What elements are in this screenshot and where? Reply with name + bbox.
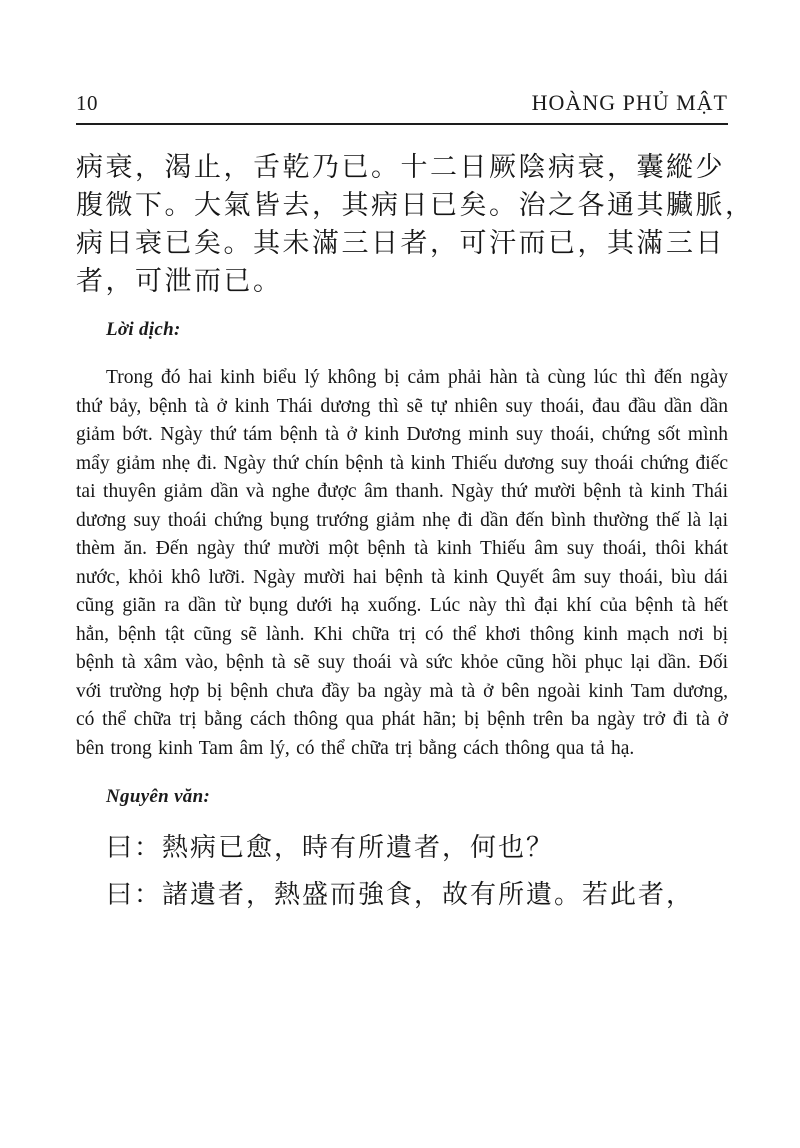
source-text-line: 曰：諸遺者，熱盛而強食，故有所遺。若此者， <box>106 880 695 909</box>
page-number: 10 <box>76 91 98 115</box>
translation-heading: Lời dịch: <box>106 319 181 340</box>
original-excerpt-line: 病日衰已矣。其未滿三日者，可汗而已，其滿三日 <box>76 228 725 258</box>
source-text-line: 曰：熱病已愈，時有所遺者，何也？ <box>106 833 555 862</box>
original-excerpt-block <box>76 148 755 300</box>
running-title: HOÀNG PHỦ MẬT <box>531 90 728 115</box>
source-text-block <box>76 824 728 918</box>
source-text-heading: Nguyên văn: <box>106 786 211 807</box>
original-excerpt-line: 病衰，渴止，舌乾乃已。十二日厥陰病衰，囊縱少 <box>76 152 725 182</box>
original-excerpt-line: 者，可泄而已。 <box>76 266 283 296</box>
original-excerpt-line: 腹微下。大氣皆去，其病日已矣。治之各通其臟脈， <box>76 190 755 220</box>
translation-paragraph: Trong đó hai kinh biểu lý không bị cảm phải hàn tà cùng lúc thì đến ngày thứ bảy, bệnh tà ở kinh Thái dương thì sẽ tự nhiên suy thoái, đau đầu dần dần giảm bớt. Ngày thứ tám bệnh tà ở kinh Dương minh suy thoái, chứng sốt mình mẩy giảm nhẹ đi. Ngày thứ chín bệnh tà kinh Thiếu dương suy thoái chứng điếc tai thuyên giảm dần và nghe được âm thanh. Ngày thứ mười bệnh tà kinh Thái dương suy thoái chứng bụng trướng giảm nhẹ đi dần đến bình thường thế là lại thèm ăn. Đến ngày thứ mười một bệnh tà kinh Thiếu âm suy thoái, thôi khát nước, khỏi khô lưỡi. Ngày mười hai bệnh tà kinh Quyết âm suy thoái, bìu dái cũng giãn ra dần từ bụng dưới hạ xuống. Lúc này thì đại khí của bệnh tà hết hẳn, bệnh tật cũng sẽ lành. Khi chữa trị có thể khơi thông kinh mạch nơi bị bệnh tà xâm vào, bệnh tà sẽ suy thoái và sức khỏe cũng hồi phục lại dần. Đối với trường hợp bị bệnh chưa đầy ba ngày mà tà ở bên ngoài kinh Tam dương, có thể chữa trị bằng cách thông qua phát hãn; bị bệnh trên ba ngày trở đi tà ở bên trong kinh Tam âm lý, có thể chữa trị bằng cách thông qua tả hạ. <box>76 367 728 759</box>
running-header <box>76 90 728 125</box>
